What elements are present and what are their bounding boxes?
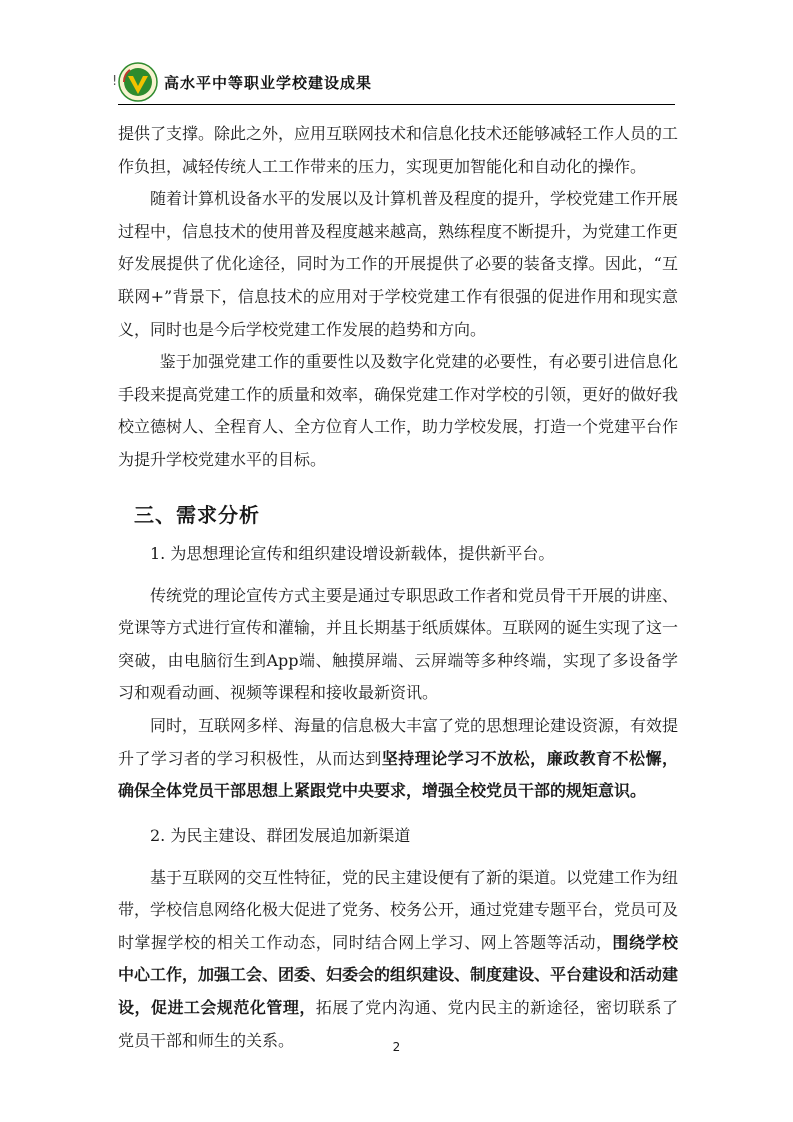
page-number: 2 — [392, 1040, 401, 1054]
paragraph: 随着计算机设备水平的发展以及计算机普及程度的提升，学校党建工作开展过程中，信息技术的使用普及程度越来越高，熟练程度不断提升，为党建工作更好发展提供了优化途径，同时为工作的开展提供了必要的装备支撑。因此，“互联网+”背景下，信息技术的应用对于学校党建工作有很强的促进作用和现实意义，同时也是今后学校党建工作发展的趋势和方向。 — [118, 189, 679, 339]
page-header — [118, 62, 372, 102]
paragraph — [118, 862, 678, 1058]
header-title: 高水平中等职业学校建设成果 — [164, 73, 373, 92]
header-mark: ! — [112, 74, 118, 89]
subheading: 2. 为民主建设、群团发展追加新渠道 — [150, 825, 411, 845]
paragraph — [118, 710, 678, 808]
paragraph-text: 同时，互联网多样、海量的信息极大丰富了党的思想理论建设资源，有效提升了学习者的学习积极性，从而达到 — [118, 715, 679, 768]
bold-text: 围绕学校中心工作，加强工会、团委、妇委会的组织建设、制度建设、平台建设和活动建设，促进工会规范化管理， — [118, 932, 679, 1018]
section-heading: 三、需求分析 — [134, 502, 260, 527]
paragraph: 鉴于加强党建工作的重要性以及数字化党建的必要性，有必要引进信息化手段来提高党建工作的质量和效率，确保党建工作对学校的引领，更好的做好我校立德树人、全程育人、全方位育人工作，助力学校发展，打造一个党建平台作为提升学校党建水平的目标。 — [118, 352, 679, 469]
page-body — [118, 118, 678, 1057]
bold-text: 坚持理论学习不放松，廉政教育不松懈，确保全体党员干部思想上紧跟党中央要求，增强全校党员干部的规矩意识。 — [118, 748, 678, 801]
header-divider — [118, 104, 675, 105]
paragraph: 提供了支撑。除此之外，应用互联网技术和信息化技术还能够减轻工作人员的工作负担，减轻传统人工工作带来的压力，实现更加智能化和自动化的操作。 — [118, 124, 679, 176]
subheading: 1. 为思想理论宣传和组织建设增设新载体，提供新平台。 — [150, 543, 555, 563]
paragraph-text: 基于互联网的交互性特征，党的民主建设便有了新的渠道。以党建工作为纽带，学校信息网络化极大促进了党务、校务公开，通过党建专题平台，党员可及时掌握学校的相关工作动态，同时结合网上学习、网上答题等活动， — [118, 867, 679, 952]
school-logo-icon — [118, 62, 158, 102]
paragraph: 传统党的理论宣传方式主要是通过专职思政工作者和党员骨干开展的讲座、党课等方式进行宣传和灌输，并且长期基于纸质媒体。互联网的诞生实现了这一突破，由电脑衍生到App端、触摸屏端、云屏端等多种终端，实现了多设备学习和观看动画、视频等课程和接收最新资讯。 — [118, 585, 679, 703]
paragraph-text: 拓展了党内沟通、党内民主的新途径，密切联系了党员干部和师生的关系。 — [118, 998, 678, 1050]
